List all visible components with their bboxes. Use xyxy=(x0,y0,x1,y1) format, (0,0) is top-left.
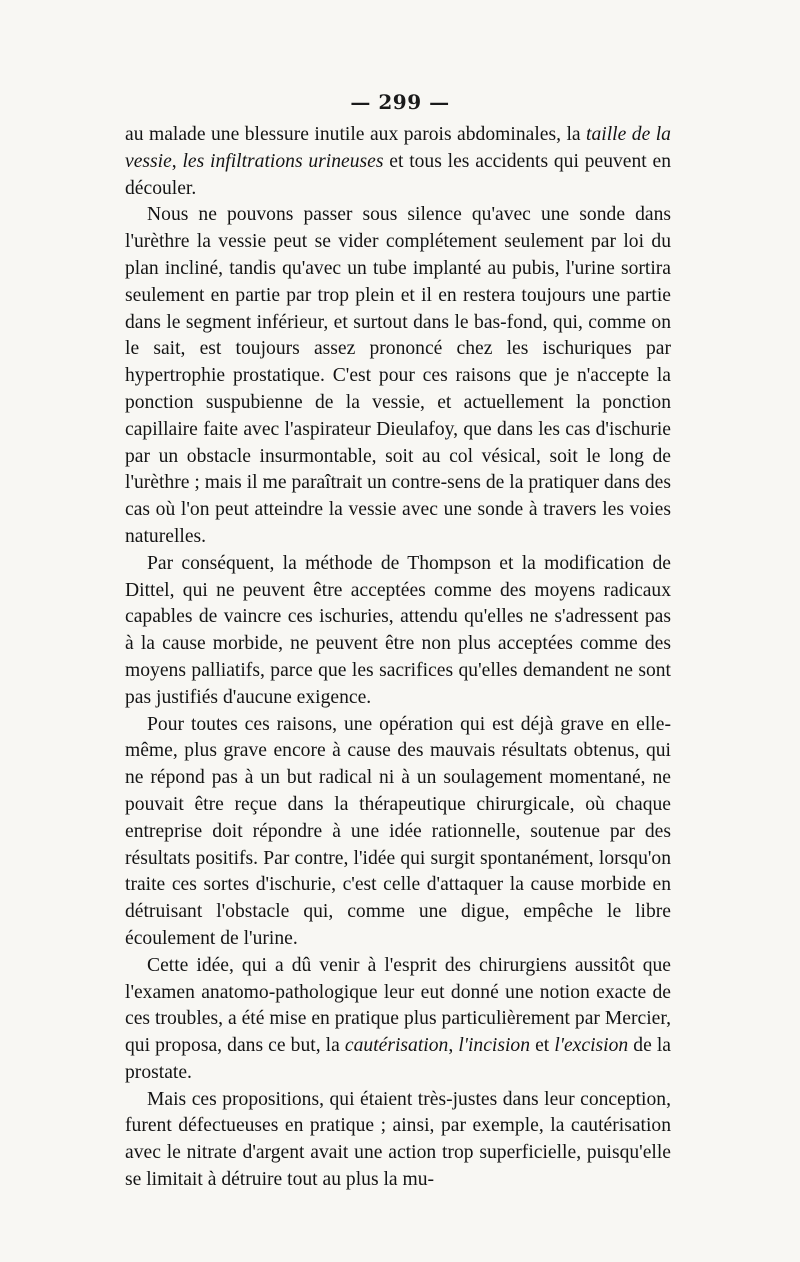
text-run: Cette idée, qui a dû venir à l'esprit des chirurgiens aussitôt que l'examen anatomo-pathologique leur eut donné une notion exacte de ces troubles, a été mise en pratique plus particulièrement par Mercier, qui proposa, dans ce but, la xyxy=(125,954,671,1057)
italic-term: cautérisation xyxy=(344,1035,449,1057)
paragraph xyxy=(125,551,671,712)
italic-term: l'excision xyxy=(554,1035,629,1057)
text-run: et tous les accidents qui peuvent en découler. xyxy=(125,150,672,199)
text-run: au malade une blessure inutile aux parois abdominales, la xyxy=(125,124,587,145)
italic-term: l'incision xyxy=(458,1035,531,1057)
text-run: , xyxy=(171,150,183,172)
paragraph xyxy=(125,1087,671,1194)
text-run: Pour toutes ces raisons, une opération qui est déjà grave en elle-même, plus grave encore à cause des mauvais résultats obtenus, qui ne répond pas à un but radical ni à un soulagement momentané, ne pouvait être reçue dans la thérapeutique chirurgicale, où chaque entreprise doit répondre à une idée rationnelle, soutenue par des résultats positifs. Par contre, l'idée qui surgit spontanément, lorsqu'on traite ces sortes d'ischurie, c'est celle d'attaquer la cause morbide en détruisant l'obstacle qui, comme une digue, empêche le libre écoulement de l'urine. xyxy=(125,713,671,949)
italic-term: les infiltrations urineuses xyxy=(182,150,384,172)
paragraph xyxy=(125,953,671,1087)
paragraph xyxy=(125,122,671,202)
text-run: , xyxy=(448,1035,459,1057)
page-number: — 299 — xyxy=(350,90,450,114)
body-text xyxy=(125,122,671,1194)
paragraph xyxy=(125,202,671,550)
text-run: Mais ces propositions, qui étaient très-justes dans leur conception, furent défectueuses en pratique ; ainsi, par exemple, la cautérisation avec le nitrate d'argent avait une action trop superficielle, puisqu'elle se limitait à détruire tout au plus la mu- xyxy=(125,1088,671,1191)
text-run: Nous ne pouvons passer sous silence qu'avec une sonde dans l'urèthre la vessie peut se vider complétement seulement par loi du plan incliné, tandis qu'avec un tube implanté au pubis, l'urine sortira seulement en partie par trop plein et il en restera toujours une partie dans le segment inférieur, et surtout dans le bas-fond, qui, comme on le sait, est toujours assez prononcé chez les ischuriques par hypertrophie prostatique. C'est pour ces raisons que je n'accepte la ponction suspubienne de la vessie, et actuellement la ponction capillaire faite avec l'aspirateur Dieulafoy, que dans les cas d'ischurie par un obstacle insurmontable, soit au col vésical, soit le long de l'urèthre ; mais il me paraîtrait un contre-sens de la pratiquer dans des cas où l'on peut atteindre la vessie avec une sonde à travers les voies naturelles. xyxy=(125,204,671,547)
text-run: et xyxy=(530,1035,555,1057)
italic-term: taille de la vessie xyxy=(125,124,671,172)
paragraph xyxy=(125,712,671,953)
text-run: Par conséquent, la méthode de Thompson et la modification de Dittel, qui ne peuvent être acceptées comme des moyens radicaux capables de vaincre ces ischuries, attendu qu'elles ne s'adressent pas à la cause morbide, ne peuvent être non plus acceptées comme des moyens palliatifs, parce que les sacrifices qu'elles demandent ne sont pas justifiés d'aucune exigence. xyxy=(125,552,671,708)
text-run: de la prostate. xyxy=(125,1035,672,1083)
